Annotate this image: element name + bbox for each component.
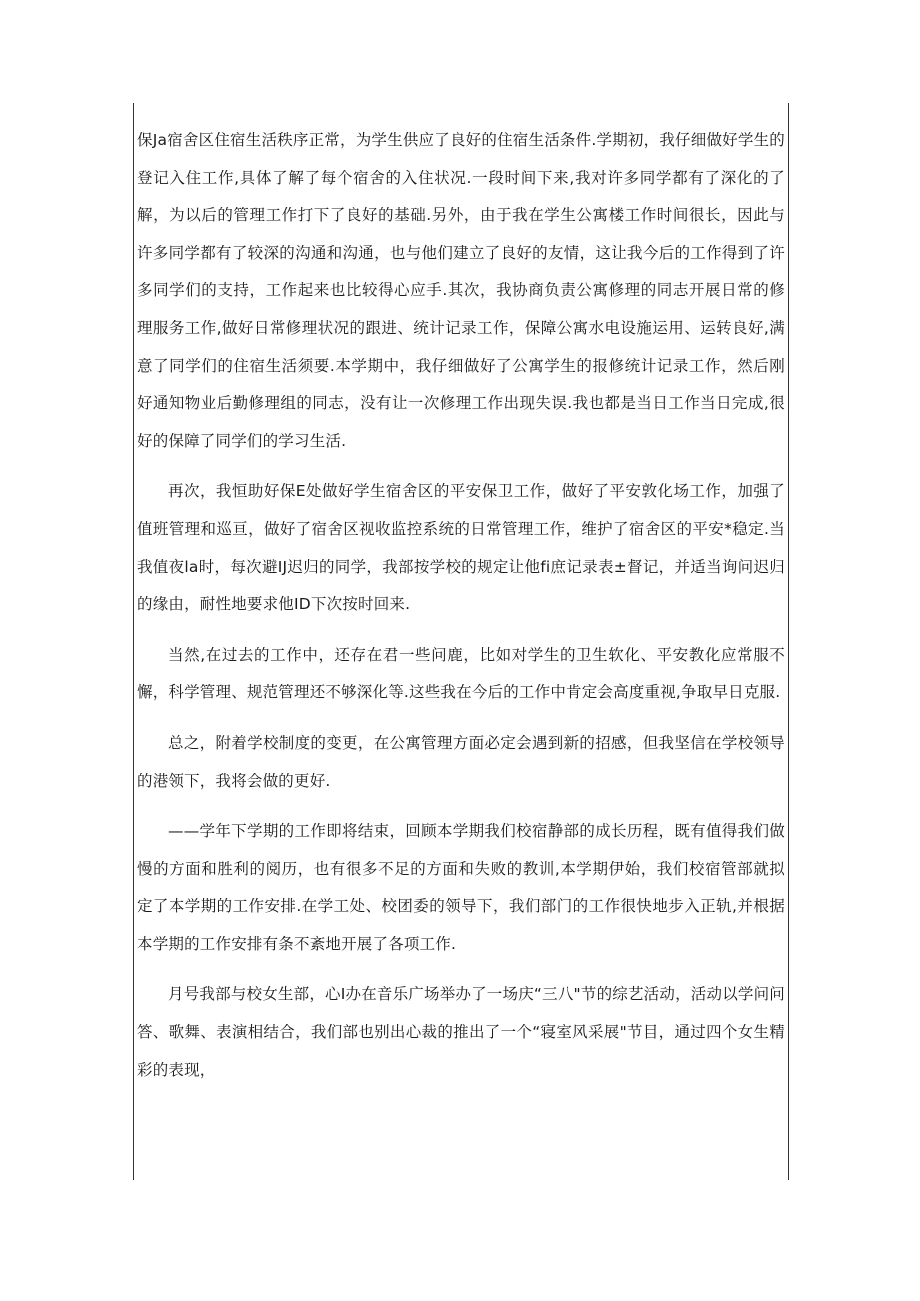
paragraph-2: 再次，我恒助好保E处做好学生宿舍区的平安保卫工作，做好了平安敦化场工作，加强了值班管理和巡亘，做好了宿舍区视收监控系统的日常管理工作，维护了宿舍区的平安*稳定.当我值夜la时，每次避IJ迟归的同学，我部按学校的规定让他fi庶记录表±督记，并适当询问迟归的缘由，耐性地要求他ID下次按时回来.	[137, 482, 785, 614]
paragraph-1: 保Ja宿舍区住宿生活秩序正常，为学生供应了良好的住宿生活条件.学期初，我仔细做好学生的登记入住工作,具体了解了每个宿舍的入住状况.一段时间下来,我对许多同学都有了深化的了解，为以后的管理工作打下了良好的基础.另外，由于我在学生公寓楼工作时间很长，因此与许多同学都有了较深的沟通和沟通，也与他们建立了良好的友情，这让我今后的工作得到了许多同学们的支持，工作起来也比较得心应手.其次，我协商负责公寓修理的同志开展日常的修理服务工作,做好日常修理状况的跟进、统计记录工作，保障公寓水电设施运用、运转良好,满意了同学们的住宿生活须要.本学期中，我仔细做好了公寓学生的报修统计记录工作，然后刚好通知物业后勤修理组的同志，没有让一次修理工作出现失误.我也都是当日工作当日完成,很好的保障了同学们的学习生活.	[137, 131, 785, 450]
paragraph-6: 月号我部与校女生部，心I办在音乐广场举办了一场庆“三八"节的综艺活动，活动以学问问答、歌舞、表演相结合，我们部也别出心裁的推出了一个“寝室风采展"节目，通过四个女生精彩的表现，	[137, 985, 785, 1079]
page-border-right	[788, 103, 789, 1180]
page-border-left	[133, 103, 134, 1180]
paragraph-5: ——学年下学期的工作即将结束，回顾本学期我们校宿静部的成长历程，既有值得我们做慢的方面和胜利的阅历，也有很多不足的方面和失败的教训,本学期伊始，我们校宿管部就拟定了本学期的工作安排.在学工处、校团委的领导下，我们部门的工作很快地步入正轨,并根据本学期的工作安排有条不紊地开展了各项工作.	[137, 822, 785, 953]
document-body	[137, 122, 785, 1102]
paragraph-4: 总之，附着学校制度的变更，在公寓管理方面必定会遇到新的招感，但我坚信在学校领导的港领下，我将会做的更好.	[137, 733, 785, 790]
paragraph-3: 当然,在过去的工作中，还存在君一些问鹿，比如对学生的卫生软化、平安教化应常服不懈，科学管理、规范管理还不够深化等.这些我在今后的工作中肯定会高度重视,争取早日克服.	[137, 645, 785, 702]
